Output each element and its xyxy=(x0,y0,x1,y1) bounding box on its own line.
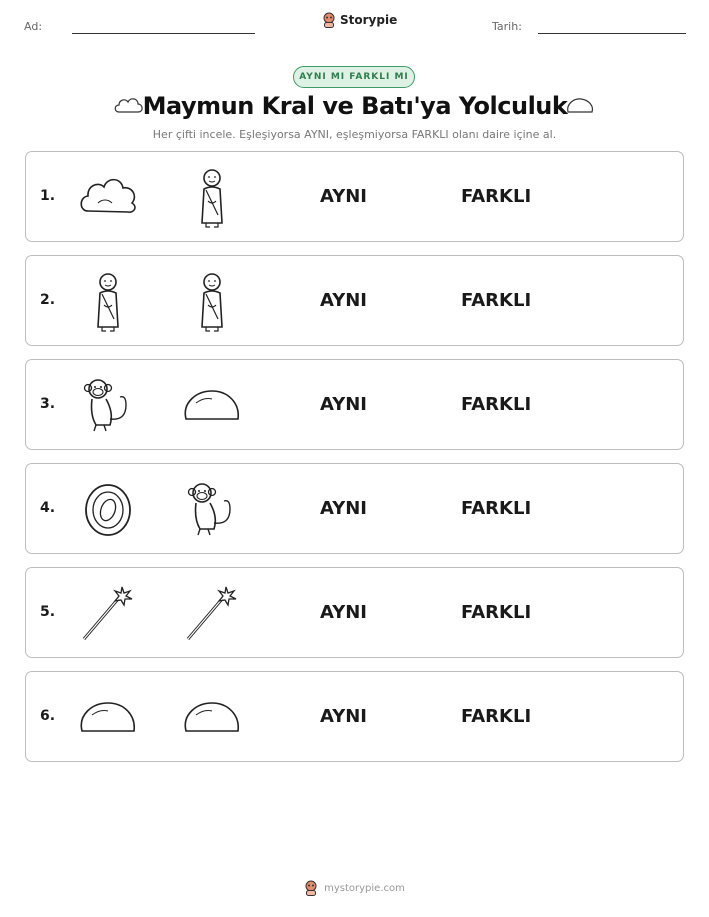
cloud-icon xyxy=(76,165,140,229)
monkey-icon xyxy=(180,477,244,541)
exercise-row xyxy=(25,671,684,762)
staff-icon xyxy=(180,581,244,645)
answer-same-option[interactable]: AYNI xyxy=(320,394,368,415)
row-number: 1. xyxy=(40,188,56,204)
answer-different-option[interactable]: FARKLI xyxy=(461,706,532,727)
stone-icon xyxy=(565,96,595,116)
brand-logo xyxy=(322,12,397,28)
storypie-mascot-icon xyxy=(304,880,318,896)
peach-icon xyxy=(76,477,140,541)
storypie-mascot-icon xyxy=(322,12,336,28)
answer-different-option[interactable]: FARKLI xyxy=(461,394,532,415)
answer-same-option[interactable]: AYNI xyxy=(320,602,368,623)
answer-same-option[interactable]: AYNI xyxy=(320,498,368,519)
staff-icon xyxy=(76,581,140,645)
answer-same-option[interactable]: AYNI xyxy=(320,290,368,311)
date-label: Tarih: xyxy=(492,20,522,33)
answer-different-option[interactable]: FARKLI xyxy=(461,498,532,519)
monk-icon xyxy=(76,269,140,333)
monk-icon xyxy=(180,269,244,333)
row-number: 6. xyxy=(40,708,56,724)
row-number: 4. xyxy=(40,500,56,516)
row-number: 5. xyxy=(40,604,56,620)
answer-different-option[interactable]: FARKLI xyxy=(461,602,532,623)
exercise-row xyxy=(25,359,684,450)
stone-icon xyxy=(76,685,140,749)
monk-icon xyxy=(180,165,244,229)
exercise-row xyxy=(25,463,684,554)
exercise-row xyxy=(25,255,684,346)
monkey-icon xyxy=(76,373,140,437)
instruction-text: Her çifti incele. Eşleşiyorsa AYNI, eşleşmiyorsa FARKLI olanı daire içine al. xyxy=(152,128,557,141)
name-label: Ad: xyxy=(24,20,43,33)
date-line[interactable] xyxy=(538,33,686,34)
page-title: Maymun Kral ve Batı'ya Yolculuk xyxy=(142,92,568,120)
activity-badge: AYNI MI FARKLI MI xyxy=(293,66,415,88)
exercise-row xyxy=(25,151,684,242)
row-number: 3. xyxy=(40,396,56,412)
stone-icon xyxy=(180,373,244,437)
answer-same-option[interactable]: AYNI xyxy=(320,186,368,207)
answer-different-option[interactable]: FARKLI xyxy=(461,186,532,207)
answer-different-option[interactable]: FARKLI xyxy=(461,290,532,311)
stone-icon xyxy=(180,685,244,749)
name-line[interactable] xyxy=(72,33,255,34)
exercise-row xyxy=(25,567,684,658)
brand-name: Storypie xyxy=(340,13,398,27)
row-number: 2. xyxy=(40,292,56,308)
answer-same-option[interactable]: AYNI xyxy=(320,706,368,727)
footer-url: mystorypie.com xyxy=(324,882,405,894)
footer xyxy=(0,880,709,896)
